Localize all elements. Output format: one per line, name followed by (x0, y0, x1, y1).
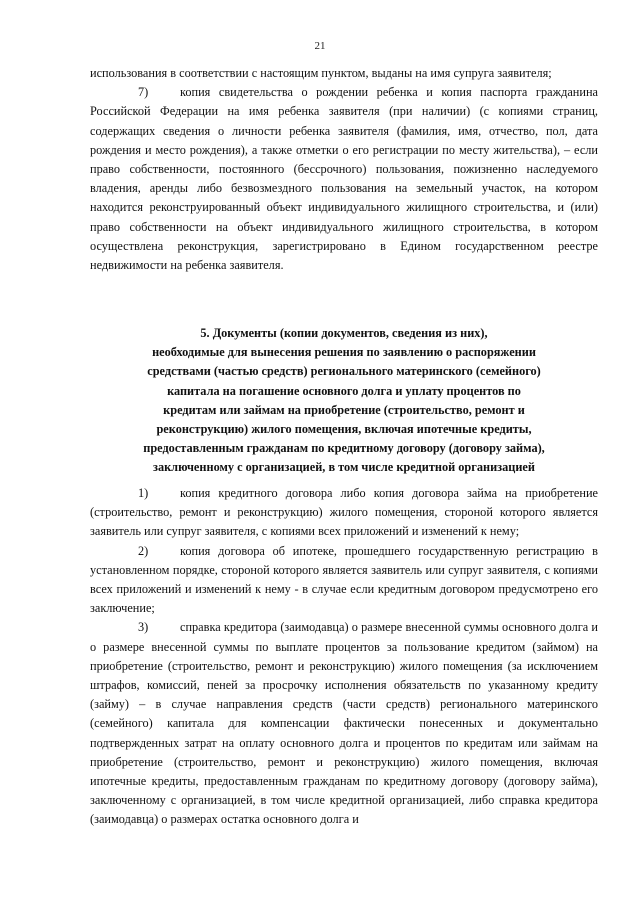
item-text: копия кредитного договора либо копия договора займа на приобретение (строительство, ремонт и реконструкцию) жилого помещения, стороной которого является заявитель или супруг заявителя, с копиями всех приложений и изменений к нему; (90, 486, 598, 539)
list-item-3 (90, 618, 598, 829)
paragraph-text: использования в соответствии с настоящим пунктом, выданы на имя супруга заявителя; (90, 66, 552, 80)
heading-line: реконструкцию) жилого помещения, включая ипотечные кредиты, (156, 422, 532, 437)
list-item-7 (90, 83, 598, 275)
item-number: 1) (138, 486, 149, 500)
list-item-2 (90, 542, 598, 619)
item-number: 3) (138, 620, 149, 635)
heading-line: заключенному с организацией, в том числе кредитной организацией (153, 460, 535, 475)
item-text: копия свидетельства о рождении ребенка и копия паспорта гражданина Российской Федерации на имя ребенка заявителя (при наличии) (с копиями страниц, содержащих сведения о личности ребенка заявителя (фамилия, имя, отчество, пол, дата рождения и место рождения), а также отметки о его регистрации по месту жительства), – если право собственности, постоянного (бессрочного) пользования, пожизненно наследуемого владения, аренды либо безвозмездного пользования на земельный участок, на котором находится реконструированный объект индивидуального жилищного строительства, и (или) право собственности на объект индивидуального жилищного строительства, в котором осуществлена реконструкция, зарегистрировано в Едином государственном реестре недвижимости на ребенка заявителя. (90, 85, 598, 273)
item-text: справка кредитора (заимодавца) о размере внесенной суммы основного долга и о размере внесенной суммы по выплате процентов за пользование кредитом (займом) на приобретение (строительство, ремонт и реконструкцию) жилого помещения (за исключением штрафов, комиссий, пеней за просрочку исполнения обязательств по указанному кредиту (займу) – в случае направления средств (части средств) регионального материнского (семейного) капитала для компенсации фактически понесенных и документально подтвержденных затрат на оплату основного долга и процентов по кредитам или займам на приобретение (строительство, ремонт и реконструкцию) жилого помещения, включая ипотечные кредиты, предоставленным гражданам по кредитному договору (договору займа), заключенному с организацией, в том числе кредитной организацией, либо справка кредитора (заимодавца) о размерах остатка основного долга и (90, 620, 598, 827)
heading-line: 5. Документы (копии документов, сведения из них), (200, 326, 488, 340)
item-number: 7) (138, 85, 149, 100)
item-text: копия договора об ипотеке, прошедшего государственную регистрацию в установленном порядке, стороной которого является заявитель или супруг заявителя, с копиями всех приложений и изменений к нему - в случае если кредитным договором предусмотрено его заключение; (90, 543, 598, 616)
continued-paragraph (90, 64, 598, 83)
heading-line: капитала на погашение основного долга и уплату процентов по (167, 383, 521, 398)
heading-line: необходимые для вынесения решения по заявлению о распоряжении (152, 345, 536, 360)
heading-line: кредитам или займам на приобретение (строительство, ремонт и (163, 402, 525, 417)
section-heading (90, 324, 598, 478)
page-number: 21 (314, 40, 326, 52)
list-item-1 (90, 484, 598, 542)
section-items (90, 484, 598, 830)
heading-line: предоставленным гражданам по кредитному договору (договору займа), (143, 441, 545, 456)
heading-line: средствами (частью средств) регионального материнского (семейного) (147, 364, 541, 379)
top-paragraphs (90, 64, 598, 275)
item-number: 2) (138, 543, 149, 558)
